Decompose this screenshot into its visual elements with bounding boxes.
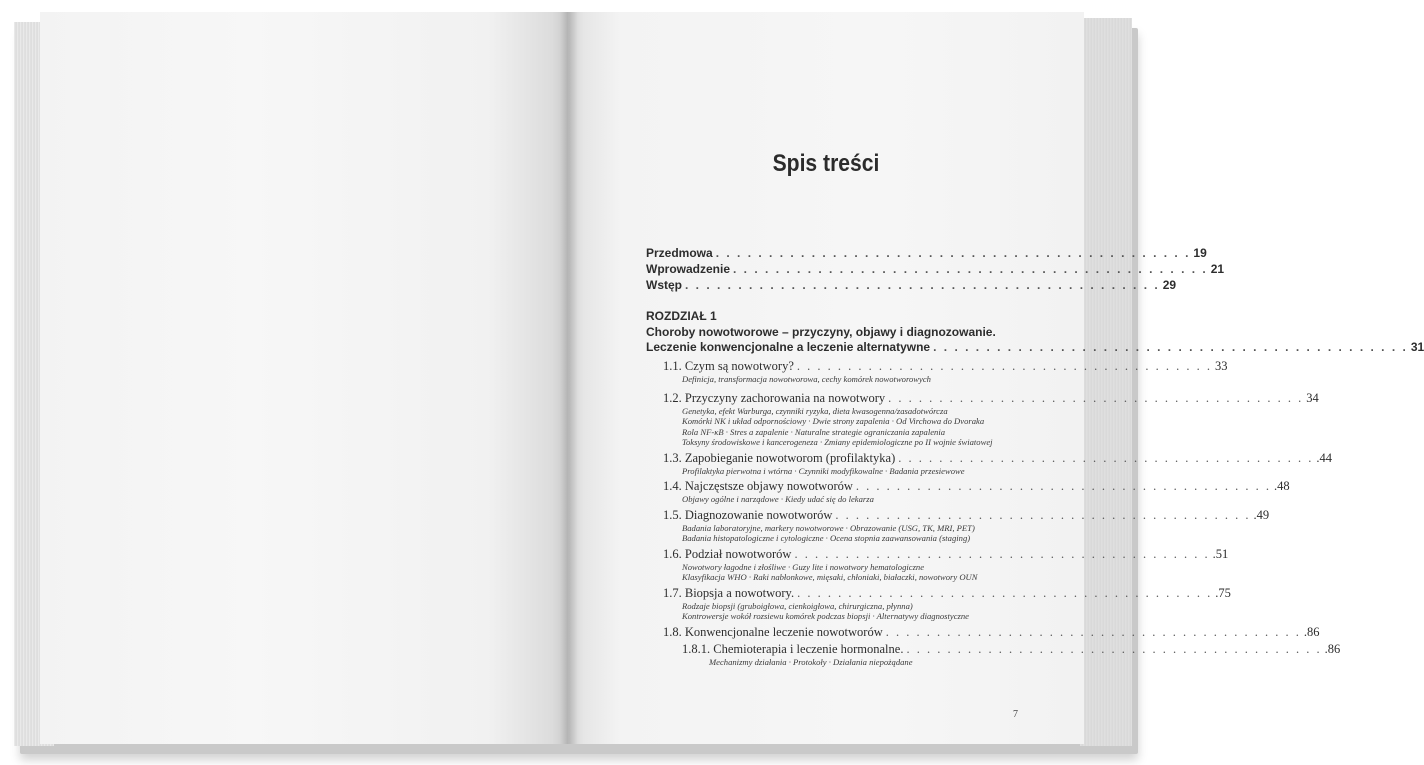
toc-section-1-6[interactable] (646, 546, 1229, 562)
section-label: 1.5. Diagnozowanie nowotworów (663, 507, 833, 522)
page-number: 7 (1013, 709, 1018, 720)
table-of-contents (646, 246, 1424, 667)
toc-section-1-3[interactable] (646, 450, 1332, 466)
section-label: 1.8.1. Chemioterapia i leczenie hormonalne. (682, 641, 904, 656)
section-label: 1.4. Najczęstsze objawy nowotworów (663, 479, 853, 493)
toc-section-1-1[interactable] (646, 359, 1228, 374)
toc-title: Spis treści (772, 150, 880, 177)
toc-section-1-5[interactable] (646, 507, 1270, 523)
toc-section-1-7[interactable] (646, 585, 1231, 601)
toc-section-1-2[interactable] (646, 390, 1319, 406)
leader-dots: . . . . . . . . . . . . . . . . . . . . . . . . . . . . . . . . . . . . . . . . . . . . . (715, 246, 1191, 260)
leader-dots: . . . . . . . . . . . . . . . . . . . . . . . . . . . . . . . . . . . . . . . . . (906, 641, 1322, 656)
section-page: .48 (1274, 479, 1290, 493)
left-page (40, 12, 568, 744)
section-label: 1.2. Przyczyny zachorowania na nowotwory (663, 390, 886, 405)
entry-page: 21 (1210, 262, 1225, 276)
section-summary: Kontrowersje wokół rozsiewu komórek podczas biopsji · Alternatywy diagnostyczne (682, 611, 969, 621)
section-summary: Definicja, transformacja nowotworowa, cechy komórek nowotworowych (682, 374, 931, 384)
leader-dots: . . . . . . . . . . . . . . . . . . . . . . . . . . . . . . . . . . . . . . . . . (797, 585, 1213, 600)
leader-dots: . . . . . . . . . . . . . . . . . . . . . . . . . . . . . . . . . . . . . . . . . (885, 624, 1301, 639)
chapter-title-line-2[interactable] (646, 340, 1424, 356)
section-page: 33 (1215, 359, 1228, 373)
leader-dots: . . . . . . . . . . . . . . . . . . . . . . . . . . . . . . . . . . . . . . . . . (835, 507, 1251, 522)
leader-dots: . . . . . . . . . . . . . . . . . . . . . . . . . . . . . . . . . . . . . . . . . (855, 479, 1272, 493)
section-page: .49 (1253, 507, 1270, 522)
toc-entry-preface[interactable] (646, 246, 1207, 262)
section-summary: Nowotwory łagodne i złośliwe · Guzy lite i nowotwory hematologiczne (682, 561, 925, 572)
section-label: 1.3. Zapobieganie nowotworom (profilaktyka) (663, 450, 896, 465)
toc-section-1-8[interactable] (646, 624, 1320, 640)
section-page: .75 (1215, 585, 1231, 600)
section-page: .86 (1324, 641, 1341, 656)
section-summary: Objawy ogólne i narządowe · Kiedy udać się do lekarza (682, 494, 874, 504)
toc-section-1-4[interactable] (646, 479, 1290, 494)
leader-dots: . . . . . . . . . . . . . . . . . . . . . . . . . . . . . . . . . . . . . . . . . (888, 390, 1304, 405)
section-label: 1.7. Biopsja a nowotwory. (663, 585, 795, 600)
leader-dots: . . . . . . . . . . . . . . . . . . . . . . . . . . . . . . . . . . . . . . . . . . . . . (933, 340, 1408, 354)
section-summary: Badania histopatologiczne i cytologiczne · Ocena stopnia zaawansowania (staging) (682, 533, 971, 543)
entry-label: Przedmowa (646, 246, 713, 260)
entry-label: Leczenie konwencjonalne a leczenie alternatywne (646, 340, 931, 354)
toc-subsection-1-8-1[interactable] (646, 641, 1341, 657)
section-page: .51 (1212, 546, 1229, 561)
leader-dots: . . . . . . . . . . . . . . . . . . . . . . . . . . . . . . . . . . . . . . . . . . . . . (733, 262, 1208, 276)
section-page: .44 (1316, 450, 1332, 465)
section-label: 1.1. Czym są nowotwory? (663, 359, 794, 373)
section-summary: Klasyfikacja WHO · Raki nabłonkowe, mięsaki, chłoniaki, białaczki, nowotwory OUN (682, 572, 978, 582)
section-summary: Profilaktyka pierwotna i wtórna · Czynniki modyfikowalne · Badania przesiewowe (682, 465, 965, 476)
section-label: 1.6. Podział nowotworów (663, 546, 792, 561)
entry-page: 19 (1193, 246, 1207, 260)
section-summary: Rodzaje biopsji (gruboigłowa, cienkoigłowa, chirurgiczna, płynna) (682, 600, 913, 611)
chapter-heading: ROZDZIAŁ 1 (646, 309, 717, 323)
entry-label: Wstęp (646, 278, 682, 292)
toc-entry-introduction[interactable] (646, 262, 1225, 278)
leader-dots: . . . . . . . . . . . . . . . . . . . . . . . . . . . . . . . . . . . . . . . . . . . . . (685, 278, 1160, 292)
entry-page: 31 (1410, 340, 1424, 354)
chapter-title-line-1[interactable]: Choroby nowotworowe – przyczyny, objawy i diagnozowanie. (646, 325, 996, 339)
book-gutter (560, 12, 578, 744)
leader-dots: . . . . . . . . . . . . . . . . . . . . . . . . . . . . . . . . . . . . . . . . . (898, 450, 1314, 465)
section-summary: Badania laboratoryjne, markery nowotworowe · Obrazowanie (USG, TK, MRI, PET) (682, 522, 975, 533)
leader-dots: . . . . . . . . . . . . . . . . . . . . . . . . . . . . . . . . . . . . . . . . . (794, 546, 1210, 561)
toc-entry-foreword[interactable] (646, 278, 1177, 294)
section-page: 34 (1306, 390, 1319, 405)
leader-dots: . . . . . . . . . . . . . . . . . . . . . . . . . . . . . . . . . . . . . . . . . (796, 359, 1213, 373)
section-label: 1.8. Konwencjonalne leczenie nowotworów (663, 624, 883, 639)
section-page: .86 (1303, 624, 1320, 639)
entry-page: 29 (1162, 278, 1177, 292)
section-summary: Mechanizmy działania · Protokoły · Działania niepożądane (709, 656, 913, 667)
section-summary: Genetyka, efekt Warburga, czynniki ryzyka, dieta kwasogenna/zasadotwórcza (682, 405, 948, 416)
entry-label: Wprowadzenie (646, 262, 731, 276)
section-summary: Toksyny środowiskowe i kancerogeneza · Zmiany epidemiologiczne po II wojnie światowej (682, 437, 993, 447)
section-summary: Komórki NK i układ odpornościowy · Dwie strony zapalenia · Od Virchowa do Dvoraka (682, 416, 985, 426)
section-summary: Rola NF-κB · Stres a zapalenie · Naturalne strategie ograniczania zapalenia (682, 426, 946, 437)
